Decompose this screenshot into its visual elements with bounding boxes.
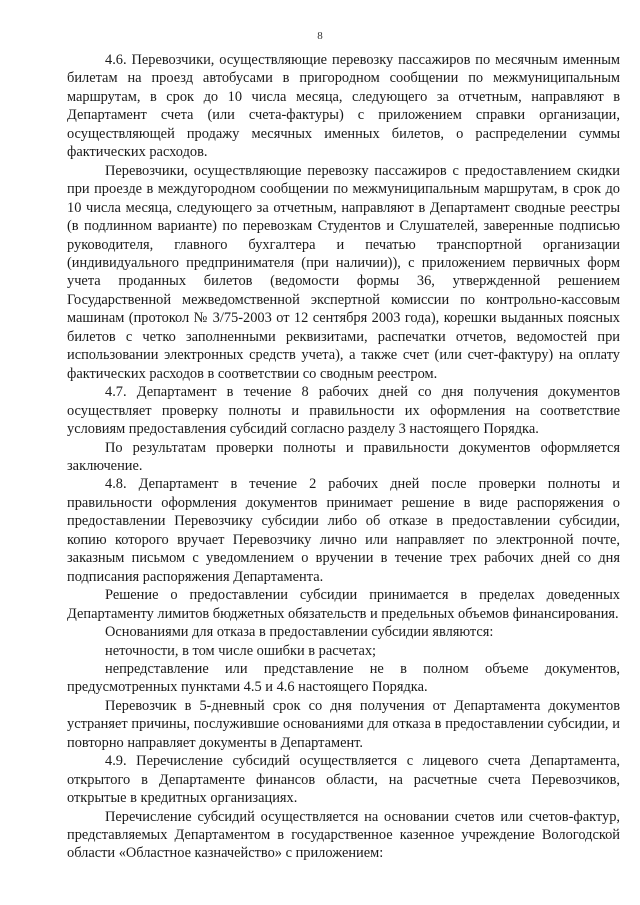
paragraph-refusal-grounds: Основаниями для отказа в предоставлении субсидии являются: — [105, 624, 494, 641]
paragraph-conclusion: По результатам проверки полноты и правильности документов оформляется заключение. — [67, 439, 620, 474]
paragraph-4-6: 4.6. Перевозчики, осуществляющие перевозку пассажиров по месячным именным билетам на проезд автобусами в пригородном сообщении по межмуниципальным маршрутам, в срок до 10 числа месяца, следующего за отчетным, направляют в Департамент счета (или счета-фактуры) с приложением справки организации, осуществляющей продажу месячных именных билетов, о распределении суммы фактических расходов. — [67, 52, 620, 161]
paragraph-transfer-basis: Перечисление субсидий осуществляется на основании счетов или счетов-фактур, представляемых Департаментом в государственное казенное учреждение Вологодской области «Областное казначейство» с приложением: — [67, 808, 620, 862]
paragraph-decision-limits: Решение о предоставлении субсидии принимается в пределах доведенных Департаменту лимитов бюджетных обязательств и предельных объемов финансирования. — [67, 587, 620, 622]
document-body — [67, 51, 620, 863]
paragraph-4-7: 4.7. Департамент в течение 8 рабочих дней со дня получения документов осуществляет проверку полноты и правильности их оформления на соответствие условиям предоставления субсидий согласно разделу 3 настоящего Порядка. — [67, 384, 620, 438]
paragraph-refusal-inaccuracies: неточности, в том числе ошибки в расчетах; — [105, 642, 377, 659]
page-number: 8 — [317, 30, 323, 42]
paragraph-carriers-discount: Перевозчики, осуществляющие перевозку пассажиров с предоставлением скидки при проезде в междугородном сообщении по межмуниципальным маршрутам, в срок до 10 числа месяца, следующего за отчетным, направляют в Департамент сводные реестры (в подлинном варианте) по перевозкам Студентов и Слушателей, заверенные подписью руководителя, главного бухгалтера и печатью транспортной организации (индивидуального предпринимателя (при наличии)), с приложением первичных форм учета проданных билетов (ведомости формы 36, утвержденной решением Государственной межведомственной экспертной комиссии по контрольно-кассовым машинам (протокол № 3/75-2003 от 12 сентября 2003 года), корешки выданных поясных билетов с четко заполненными реквизитами, распечатки отчетов, ведомостей при использовании электронных средств учета), а также счет (или счет-фактуру) на оплату фактических расходов в соответствии со сводным реестром. — [67, 162, 620, 382]
paragraph-4-9: 4.9. Перечисление субсидий осуществляется с лицевого счета Департамента, открытого в Департаменте финансов области, на расчетные счета Перевозчиков, открытые в кредитных организациях. — [67, 753, 620, 807]
paragraph-resubmission: Перевозчик в 5-дневный срок со дня получения от Департамента документов устраняет причины, послужившие основаниями для отказа в предоставлении субсидии, и повторно направляет документы в Департамент. — [67, 697, 620, 751]
paragraph-4-8: 4.8. Департамент в течение 2 рабочих дней после проверки полноты и правильности оформления документов принимает решение в виде распоряжения о предоставлении Перевозчику субсидии либо об отказе в предоставлении субсидии, копию которого вручает Перевозчику лично или направляет по электронной почте, заказным письмом с уведомлением о вручении в течение трех рабочих дней со дня подписания распоряжения Департамента. — [67, 476, 620, 585]
paragraph-refusal-incomplete: непредставление или представление не в полном объеме документов, предусмотренных пунктами 4.5 и 4.6 настоящего Порядка. — [67, 660, 620, 696]
